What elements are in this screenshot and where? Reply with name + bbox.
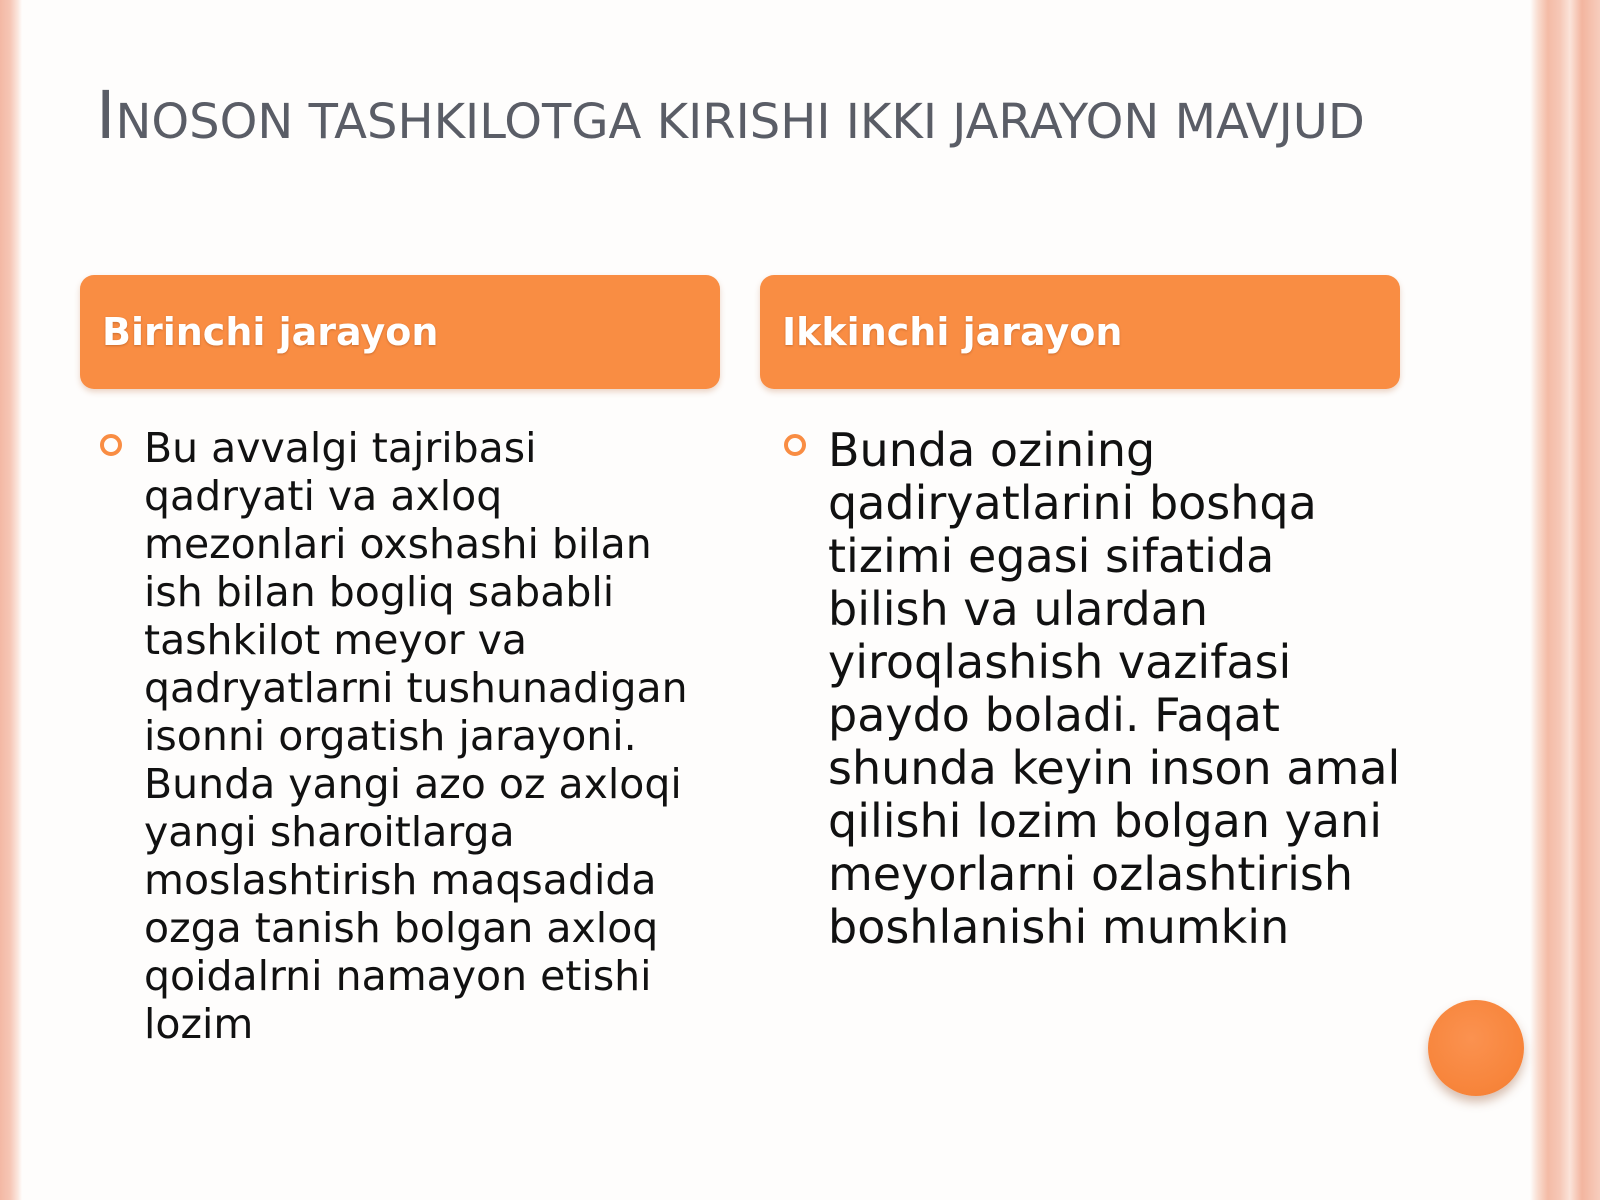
column-header-second [760, 275, 1400, 389]
column-first-bullet-text: Bu avvalgi tajribasi qadryati va axloq mezonlari oxshashi bilan ish bilan bogliq sababli tashkilot meyor va qadryatlarni tushunadigan isonni orgatish jarayoni. Bunda yangi azo oz axloqi yangi sharoitlarga moslashtirish maqsadida ozga tanish bolgan axloq qoidalrni namayon etishi lozim [144, 424, 688, 1048]
bullet-circle-icon [100, 434, 122, 456]
column-header-first-label: Birinchi jarayon [102, 310, 439, 354]
right-border-decoration [1530, 0, 1600, 1200]
column-header-first [80, 275, 720, 389]
bullet-circle-icon [784, 434, 806, 456]
title-initial: I [96, 77, 116, 154]
column-second-bullet-text: Bunda ozining qadiryatlarini boshqa tizimi egasi sifatida bilish va ulardan yiroqlashish vazifasi paydo boladi. Faqat shunda keyin inson amal qilishi lozim bolgan yani meyorlarni ozlashtirish boshlanishi mumkin [828, 423, 1401, 954]
title-rest: NOSON TASHKILOTGA KIRISHI IKKI JARAYON MAVJUD [115, 94, 1365, 150]
left-border-decoration [0, 0, 22, 1200]
orange-circle-decoration [1428, 1000, 1524, 1096]
slide-title [96, 72, 1456, 166]
column-header-second-label: Ikkinchi jarayon [782, 310, 1123, 354]
